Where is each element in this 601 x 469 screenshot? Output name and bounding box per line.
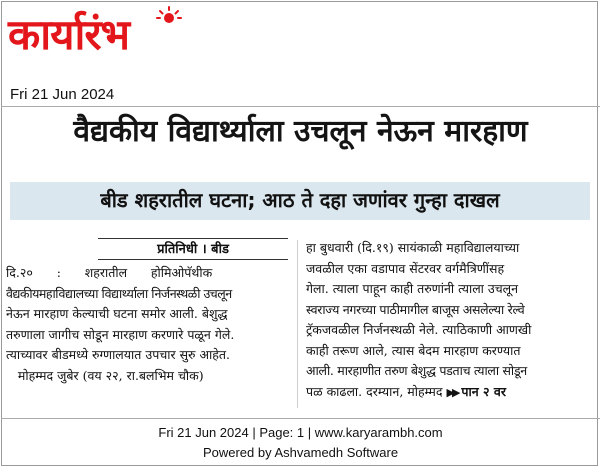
- text-line-fragment: पळ काढला. दरम्यान, मोहम्मद: [306, 383, 443, 399]
- text-line: स्वराज्य नगरच्या पाठीमागील बाजूस असलेल्या रेल्वे: [306, 301, 525, 317]
- text-line: त्याच्यावर बीडमध्ये रुग्णालयात उपचार सुरु आहेत.: [6, 347, 230, 362]
- footer-info[interactable]: Fri 21 Jun 2024 | Page: 1 | www.karyarambh.com: [158, 425, 443, 440]
- text-line: दि.२० : शहरातील होमिओपॅथीक: [6, 265, 213, 280]
- masthead-logo: [8, 4, 208, 72]
- text-line: काही तरूण आले, त्यास बेदम मारहाण करण्यात: [306, 342, 521, 358]
- article-column-left: [6, 263, 289, 386]
- logo-text: कार्यारंभ: [8, 10, 130, 59]
- article-column-right: [306, 238, 595, 403]
- text-line: वैद्यकीयमहाविद्यालच्या विद्यार्थ्याला निर्जनस्थळी उचलून: [6, 285, 232, 301]
- text-line: आली. मारहाणीत तरुण बेशुद्ध पडताच त्याला सोडून: [306, 363, 527, 378]
- article-byline: प्रतिनिधी । बीड: [98, 238, 288, 260]
- text-line: हा बुधवारी (दि.१९) सायंकाळी महाविद्यालयाच्या: [306, 240, 520, 255]
- column-divider: [297, 240, 298, 408]
- continuation-link[interactable]: [446, 384, 505, 399]
- text-line-last: [306, 382, 595, 404]
- sun-icon: [156, 6, 182, 26]
- text-line: गेला. त्याला पाहून काही तरुणांनी त्याला उचलून: [306, 281, 519, 296]
- text-line: मोहम्मद जुबेर (वय २२, रा.बलभिम चौक): [6, 367, 204, 383]
- edition-date: Fri 21 Jun 2024: [10, 86, 115, 103]
- footer-powered-by: Powered by Ashvamedh Software: [202, 445, 399, 460]
- continuation-label: पान २ वर: [461, 383, 506, 399]
- article-headline: वैद्यकीय विद्यार्थ्याला उचलून नेऊन मारहाण: [73, 114, 528, 149]
- double-arrow-icon: ▶▶: [446, 385, 458, 399]
- text-line: तरुणाला जागीच सोडून मारहाण करणारे पळून गेले.: [6, 326, 235, 342]
- text-line: नेऊन मारहाण केल्याची घटना समोर आली. बेशुद्ध: [6, 306, 228, 321]
- text-line: ट्रॅकजवळील निर्जनस्थळी नेले. त्याठिकाणी आणखी: [306, 322, 532, 337]
- text-line: जवळील एका वडापाव सेंटरवर वर्गमैत्रिणींसह: [306, 260, 505, 276]
- footer-divider: [1, 418, 600, 419]
- article-subheadline: बीड शहरातील घटना; आठ ते दहा जणांवर गुन्हा दाखल: [100, 188, 500, 212]
